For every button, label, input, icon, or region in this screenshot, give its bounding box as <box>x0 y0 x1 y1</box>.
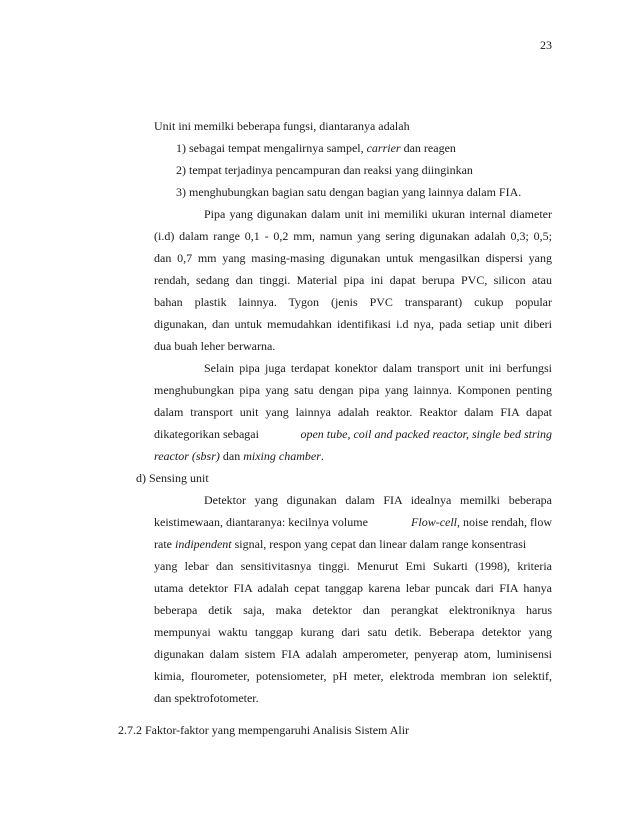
sensing-line-9: kimia, flourometer, potensiometer, pH meter, elektroda membran ion selektif, <box>154 669 552 683</box>
sensing-line-7: mempunyai waktu tanggap kurang dari satu detik. Beberapa detektor yang <box>154 625 552 639</box>
para1-line-4: rendah, sedang dan tinggi. Material pipa ini dapat berupa PVC, silicon atau <box>154 273 552 287</box>
page-number: 23 <box>540 38 552 52</box>
para1-line-6: digunakan, dan untuk memudahkan identifikasi i.d nya, pada setiap unit diberi <box>154 317 552 331</box>
sensing-line-2: keistimewaan, diantaranya: kecilnya volume Flow-cell, noise rendah, flow <box>154 515 552 529</box>
sensing-line-3: rate indipendent signal, respon yang cepat dan linear dalam range konsentrasi <box>154 537 527 551</box>
para2-line-3: dalam transport unit yang lainnya adalah reaktor. Reaktor dalam FIA dapat <box>154 405 552 419</box>
function-item-3: 3) menghubungkan bagian satu dengan bagian yang lainnya dalam FIA. <box>176 185 522 199</box>
para1-line-5: bahan plastik lainnya. Tygon (jenis PVC transparant) cukup popular <box>154 295 552 309</box>
function-item-2: 2) tempat terjadinya pencampuran dan reaksi yang diinginkan <box>176 163 473 177</box>
para2-line-4: dikategorikan sebagai open tube, coil and packed reactor, single bed string <box>154 427 552 441</box>
para2-line-5: reactor (sbsr) dan mixing chamber. <box>154 449 324 463</box>
sensing-line-8: digunakan dalam sistem FIA adalah amperometer, penyerap atom, luminisensi <box>154 647 552 661</box>
sensing-line-5: utama detektor FIA adalah cepat tanggap karena lebar puncak dari FIA hanya <box>154 581 552 595</box>
intro-line: Unit ini memilki beberapa fungsi, diantaranya adalah <box>154 119 410 133</box>
sensing-heading: d) Sensing unit <box>136 471 209 485</box>
para2-line-2: menghubungkan pipa yang satu dengan pipa yang lainnya. Komponen penting <box>154 383 552 397</box>
section-heading-2-7-2: 2.7.2 Faktor-faktor yang mempengaruhi Analisis Sistem Alir <box>118 723 410 737</box>
sensing-line-4: yang lebar dan sensitivitasnya tinggi. Menurut Emi Sukarti (1998), kriteria <box>154 559 552 573</box>
sensing-line-10: dan spektrofotometer. <box>154 691 259 705</box>
para2-line-1: Selain pipa juga terdapat konektor dalam transport unit ini berfungsi <box>204 361 552 375</box>
para1-line-3: dan 0,7 mm yang masing-masing digunakan untuk mengasilkan dispersi yang <box>154 251 552 265</box>
para1-line-7: dua buah leher berwarna. <box>154 339 276 353</box>
sensing-line-1: Detektor yang digunakan dalam FIA idealnya memilki beberapa <box>204 493 552 507</box>
para1-line-1: Pipa yang digunakan dalam unit ini memiliki ukuran internal diameter <box>204 207 552 221</box>
sensing-line-6: beberapa detik saja, maka detektor dan perangkat elektroniknya harus <box>154 603 552 617</box>
para1-line-2: (i.d) dalam range 0,1 - 0,2 mm, namun yang sering digunakan adalah 0,3; 0,5; <box>154 229 552 243</box>
function-item-1: 1) sebagai tempat mengalirnya sampel, carrier dan reagen <box>176 141 456 155</box>
